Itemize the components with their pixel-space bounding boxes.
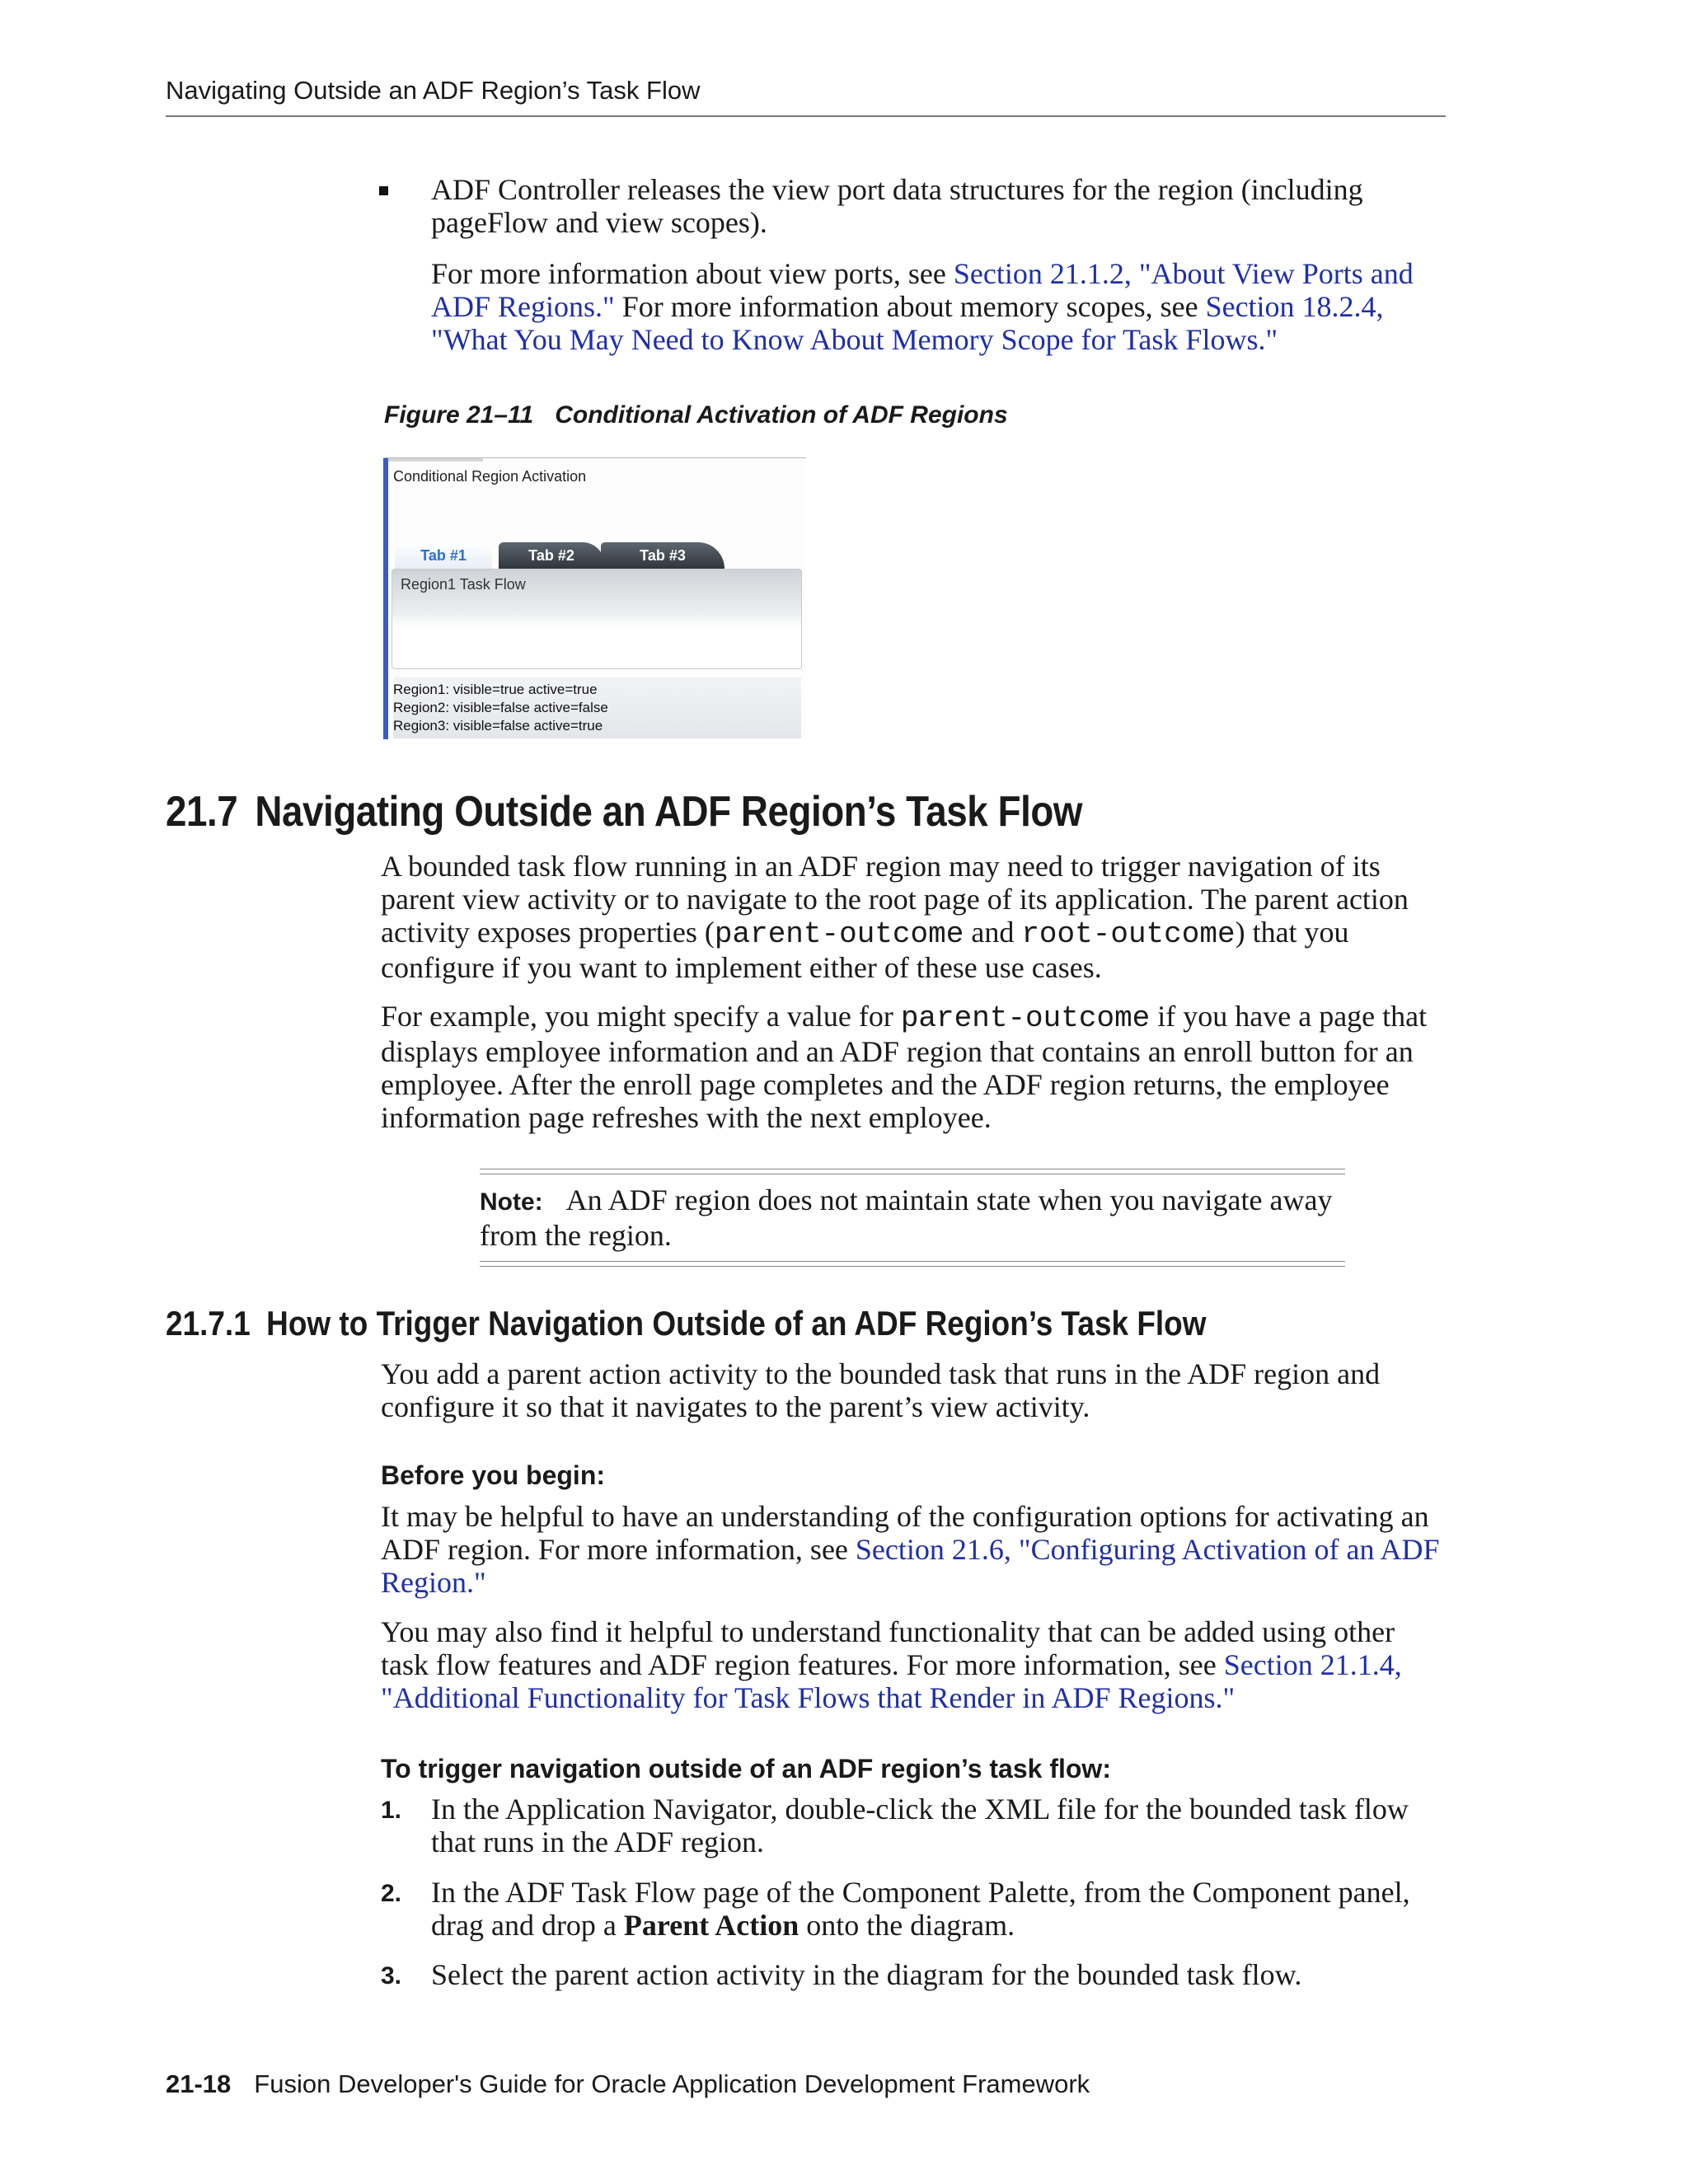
note-content [480,1183,1337,1252]
code-parent-outcome-2: parent-outcome [900,1001,1151,1035]
subsection-paragraph-2 [381,1500,1444,1599]
step2-text-2: onto the diagram. [799,1909,1015,1942]
section-paragraph-2 [381,1000,1444,1134]
figure-status-line-3: Region3: visible=false active=true [393,718,603,733]
info-text-1: For more information about view ports, see [431,257,954,290]
code-parent-outcome: parent-outcome [714,917,964,951]
figure-tab-2: Tab #2 [499,542,604,569]
link-memory-scope-section[interactable]: Section 18.2.4, "What You May Need to Know About Memory Scope for Task Flows." [431,290,1384,356]
note-label: Note: [480,1188,543,1216]
step2-bold-parent-action: Parent Action [623,1909,799,1942]
section-number: 21.7 [166,788,238,836]
figure-screenshot [383,457,806,739]
subsection-heading [166,1304,1206,1343]
header-rule [166,115,1446,117]
info-paragraph [431,257,1453,356]
step-text: In the Application Navigator, double-click the XML file for the bounded task flow that runs in the ADF region. [431,1793,1409,1858]
subsection-paragraph-3 [381,1615,1444,1714]
figure-tab-1: Tab #1 [395,542,492,569]
figure-region-panel [392,569,802,669]
info-text-2: For more information about memory scopes, see [614,290,1206,323]
book-title: Fusion Developer's Guide for Oracle Application Development Framework [254,2069,1090,2098]
figure-window-title: Conditional Region Activation [393,468,587,485]
section-paragraph-1 [381,850,1444,984]
figure-tab-3: Tab #3 [601,542,724,569]
p2-text-2: if you have a page that displays employee information and an ADF region that contains an enroll button for an employee. After the enroll page completes and the ADF region returns, the employee information page refreshes with the next employee. [381,1000,1428,1134]
page-number: 21-18 [166,2069,232,2098]
p1-text-2: and [964,916,1022,949]
page-footer [166,2069,1090,2099]
p1-text-1: A bounded task flow running in an ADF region may need to trigger navigation of its parent view activity or to navigate to the root page of its application. The parent action activity exposes properties ( [381,850,1409,949]
figure-title: Conditional Activation of ADF Regions [555,401,1008,429]
procedure-heading: To trigger navigation outside of an ADF region’s task flow: [381,1754,1111,1783]
figure-caption [384,401,1008,429]
figure-top-bar [388,458,483,462]
note-top-rule [480,1169,1345,1174]
step-number: 2. [381,1880,402,1907]
code-root-outcome: root-outcome [1021,917,1236,951]
link-additional-functionality-section[interactable]: Section 21.1.4, "Additional Functionality for Task Flows that Render in ADF Regions." [381,1648,1402,1714]
step-number: 3. [381,1962,402,1990]
figure-panel-label: Region1 Task Flow [401,576,526,593]
figure-status-area [393,677,801,738]
subsection-title: How to Trigger Navigation Outside of an ADF Region’s Task Flow [266,1304,1207,1343]
link-configuring-activation-section[interactable]: Section 21.6, "Configuring Activation of an ADF Region." [381,1533,1440,1599]
step-number: 1. [381,1797,402,1824]
figure-status-line-2: Region2: visible=false active=false [393,700,608,715]
figure-number: Figure 21–11 [384,401,534,429]
figure-status-line-1: Region1: visible=true active=true [393,682,598,697]
p4-text: It may be helpful to have an understanding of the configuration options for activating an ADF region. For more information, see [381,1500,1429,1566]
step-text: Select the parent action activity in the diagram for the bounded task flow. [431,1958,1302,1991]
link-view-ports-section[interactable]: Section 21.1.2, "About View Ports and ADF Regions." [431,257,1414,323]
section-heading [166,787,1082,837]
section-title: Navigating Outside an ADF Region’s Task Flow [255,788,1083,836]
bullet-text: ADF Controller releases the view port data structures for the region (including pageFlow and view scopes). [431,173,1363,239]
p5-text: You may also find it helpful to understand functionality that can be added using other task flow features and ADF region features. For more information, see [381,1615,1395,1681]
note-text: An ADF region does not maintain state when you navigate away from the region. [480,1183,1333,1252]
step-text [431,1876,1453,1942]
subsection-number: 21.7.1 [166,1304,251,1343]
figure-left-accent-bar [383,458,388,739]
p1-text-3: ) that you configure if you want to implement either of these use cases. [381,916,1349,984]
subsection-paragraph-1: You add a parent action activity to the bounded task that runs in the ADF region and configure it so that it navigates to the parent’s view activity. [381,1357,1381,1423]
note-box [480,1169,1345,1269]
running-header: Navigating Outside an ADF Region’s Task Flow [166,76,701,105]
p2-text-1: For example, you might specify a value for [381,1000,901,1033]
note-bottom-rule [480,1261,1345,1267]
step2-text-1: In the ADF Task Flow page of the Component Palette, from the Component panel, drag and drop a [431,1876,1410,1942]
before-you-begin-heading: Before you begin: [381,1460,606,1490]
bullet-square-icon [379,186,388,195]
